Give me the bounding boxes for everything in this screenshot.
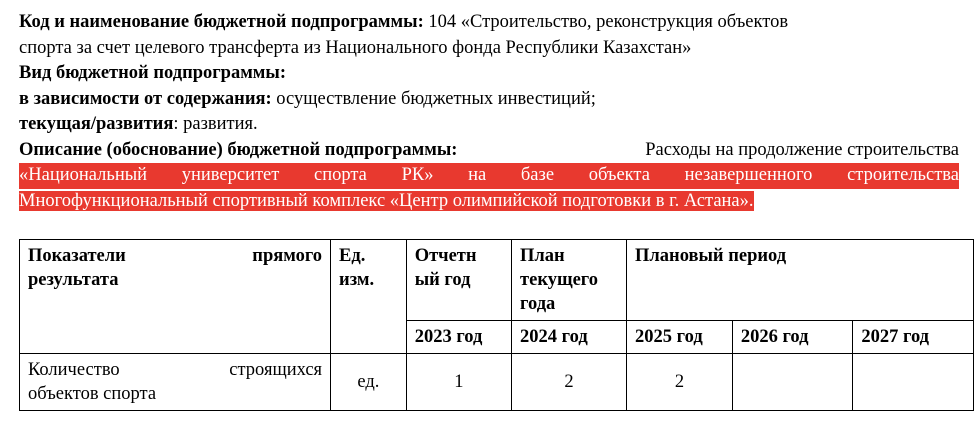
content-type-line (19, 87, 959, 113)
description-line (19, 138, 959, 164)
header-indicator (20, 240, 331, 354)
subprogram-code-label: Код и наименование бюджетной подпрограммы: (19, 12, 424, 32)
header-unit-line2: изм. (339, 270, 375, 290)
current-development-line (19, 112, 959, 138)
subprogram-type-label: Вид бюджетной подпрограммы: (19, 63, 287, 83)
current-development-value: : развития. (173, 114, 258, 134)
table-row (20, 354, 974, 411)
row-indicator-word2: строящихся (229, 360, 323, 380)
year-2027: 2027 год (853, 321, 974, 354)
row-unit: ед. (331, 354, 407, 411)
row-value-2024: 2 (512, 354, 627, 411)
header-unit-line1: Ед. (339, 246, 366, 266)
header-indicator-word2: прямого (252, 246, 323, 266)
row-value-2023: 1 (406, 354, 511, 411)
row-indicator-word1: Количество (28, 360, 120, 380)
current-development-label: текущая/развития (19, 114, 174, 134)
row-value-2027 (853, 354, 974, 411)
header-report-line2: ый год (414, 270, 471, 290)
header-plan-line3: года (520, 294, 556, 314)
document-body (19, 10, 959, 214)
subprogram-code-continuation: спорта за счет целевого трансферта из Национального фонда Республики Казахстан» (19, 37, 692, 58)
table-header-row (20, 240, 974, 321)
highlight-line-2: Многофункциональный спортивный комплекс «Центр олимпийской подготовки в г. Астана». (19, 190, 754, 211)
results-table (19, 239, 974, 411)
header-report-line1: Отчетн (414, 246, 477, 266)
description-value: Расходы на продолжение строительства (645, 139, 959, 160)
header-plan-line1: План (520, 246, 565, 266)
highlight-line-1: «Национальный университет спорта РК» на базе объекта незавершенного строительства (19, 163, 959, 189)
header-report-year (406, 240, 511, 321)
row-indicator-line2: объектов спорта (28, 384, 157, 404)
year-2024: 2024 год (512, 321, 627, 354)
header-indicator-word1: Показатели (28, 246, 126, 266)
subprogram-code-value: 104 «Строительство, реконструкция объектов (428, 12, 789, 32)
row-indicator (20, 354, 331, 411)
header-unit (331, 240, 407, 354)
year-2025: 2025 год (627, 321, 733, 354)
highlighted-description (19, 163, 959, 214)
description-label: Описание (обоснование) бюджетной подпрограммы: (19, 139, 458, 160)
header-planned-period: Плановый период (627, 240, 974, 321)
row-value-2025: 2 (627, 354, 733, 411)
content-type-value: осуществление бюджетных инвестиций; (276, 88, 596, 109)
content-type-label: в зависимости от содержания: (19, 88, 272, 109)
header-indicator-line1 (28, 244, 322, 268)
header-indicator-line2: результата (28, 270, 119, 290)
year-2023: 2023 год (406, 321, 511, 354)
header-plan-line2: текущего (520, 270, 598, 290)
header-plan-current (512, 240, 627, 321)
highlight-line-2-wrap (19, 189, 959, 215)
row-indicator-line1 (28, 358, 322, 382)
year-2026: 2026 год (732, 321, 853, 354)
row-value-2026 (732, 354, 853, 411)
subprogram-code-line (19, 10, 959, 36)
